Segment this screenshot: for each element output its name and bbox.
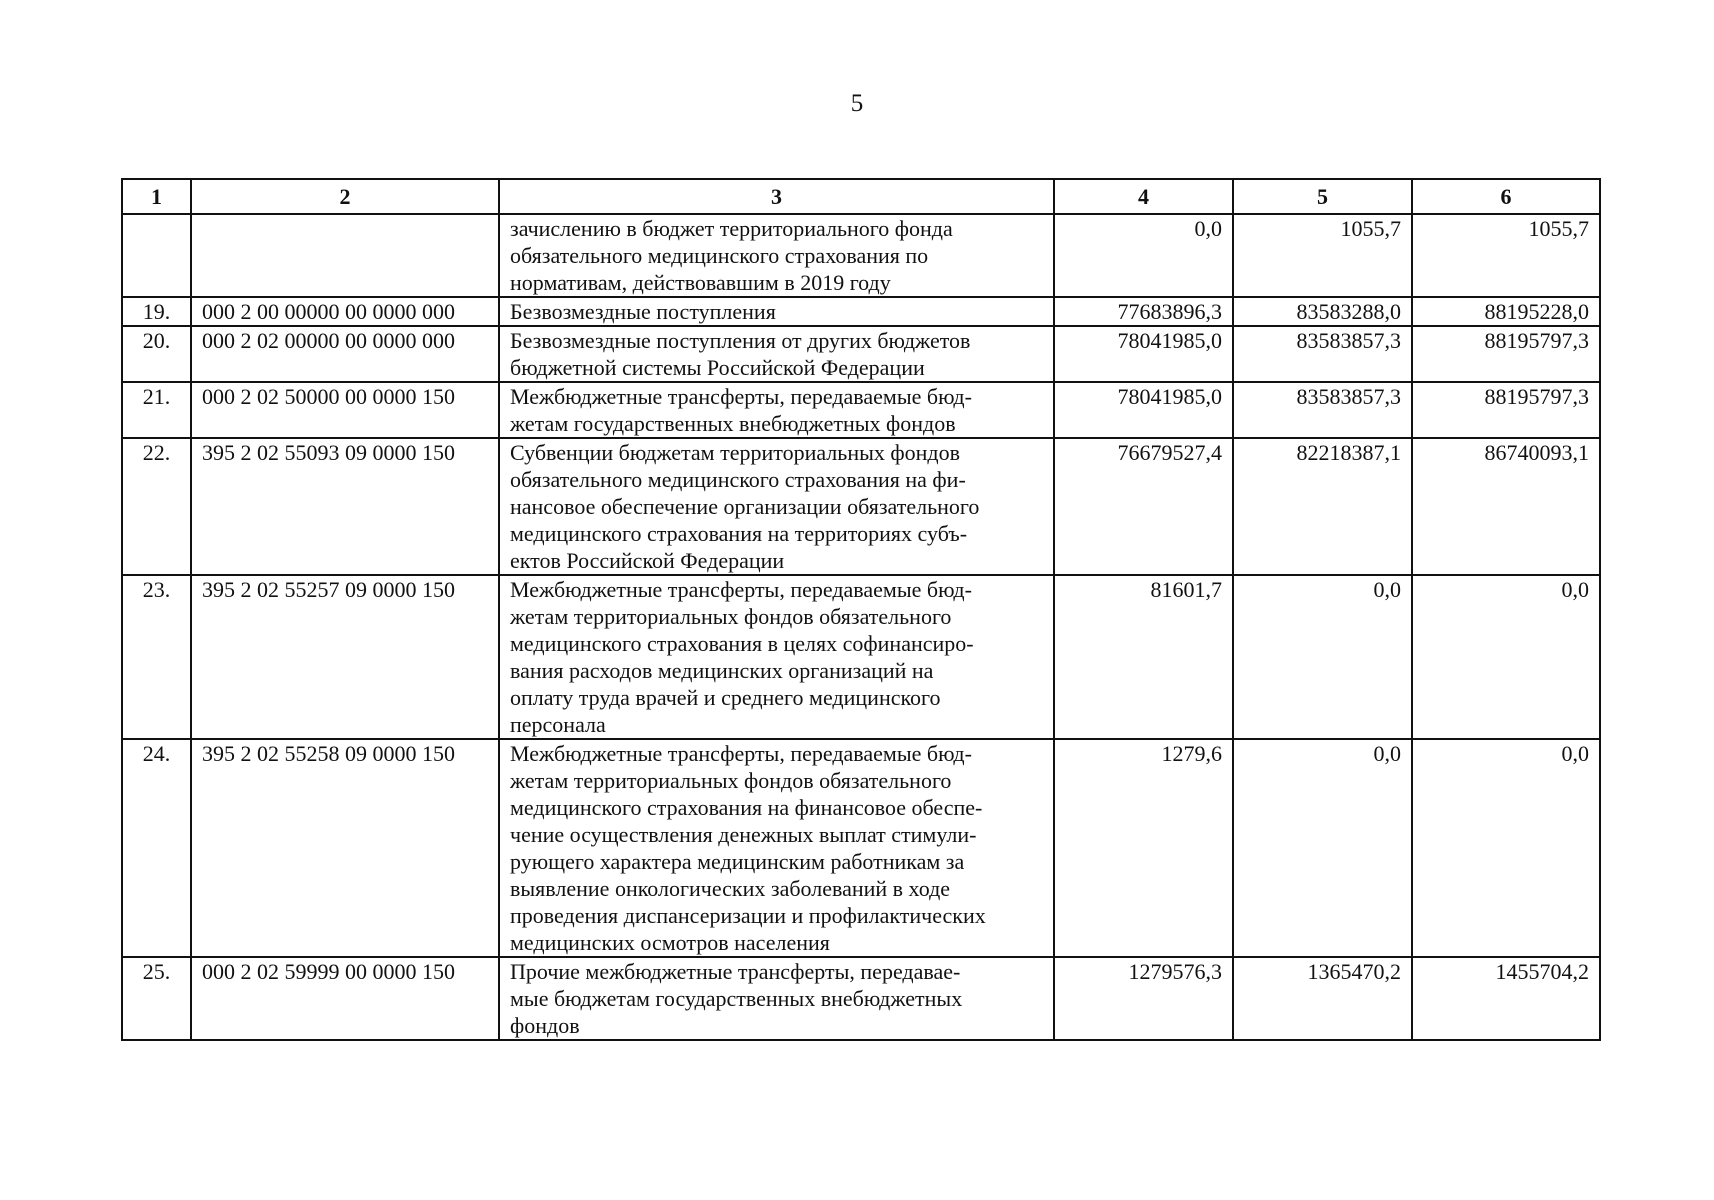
description-line: мые бюджетам государственных внебюджетных xyxy=(510,986,963,1011)
row-index-cell xyxy=(122,214,191,297)
description-line: медицинского страхования на территориях субъ- xyxy=(510,521,968,546)
table-row xyxy=(122,438,1600,575)
column-header-1: 1 xyxy=(122,179,191,214)
description-line: персонала xyxy=(510,712,606,737)
description-line: медицинского страхования на финансовое обеспе- xyxy=(510,795,983,820)
budget-code-cell: 000 2 02 00000 00 0000 000 xyxy=(191,326,499,382)
description-cell xyxy=(499,382,1054,438)
description-line: проведения диспансеризации и профилактических xyxy=(510,903,986,928)
description-cell xyxy=(499,957,1054,1040)
column-header-3: 3 xyxy=(499,179,1054,214)
value-col-4-cell: 0,0 xyxy=(1054,214,1233,297)
value-col-6-cell: 88195228,0 xyxy=(1412,297,1600,326)
description-line: вания расходов медицинских организаций на xyxy=(510,658,934,683)
description-line: рующего характера медицинским работникам за xyxy=(510,849,965,874)
description-line: медицинских осмотров населения xyxy=(510,930,830,955)
description-line: Безвозмездные поступления xyxy=(510,299,776,324)
table-row xyxy=(122,957,1600,1040)
row-index-cell: 24. xyxy=(122,739,191,957)
value-col-4-cell: 77683896,3 xyxy=(1054,297,1233,326)
description-line: Прочие межбюджетные трансферты, передавае- xyxy=(510,959,961,984)
row-index-cell: 23. xyxy=(122,575,191,739)
value-col-6-cell: 88195797,3 xyxy=(1412,382,1600,438)
column-header-6: 6 xyxy=(1412,179,1600,214)
description-line: оплату труда врачей и среднего медицинского xyxy=(510,685,941,710)
description-line: нормативам, действовавшим в 2019 году xyxy=(510,270,891,295)
description-cell xyxy=(499,575,1054,739)
table-body xyxy=(122,214,1600,1040)
description-cell xyxy=(499,214,1054,297)
budget-code-cell: 395 2 02 55258 09 0000 150 xyxy=(191,739,499,957)
value-col-4-cell: 78041985,0 xyxy=(1054,326,1233,382)
budget-table xyxy=(121,178,1601,1041)
budget-code-cell xyxy=(191,214,499,297)
description-line: нансовое обеспечение организации обязательного xyxy=(510,494,980,519)
value-col-5-cell: 83583288,0 xyxy=(1233,297,1412,326)
column-header-2: 2 xyxy=(191,179,499,214)
budget-code-cell: 000 2 00 00000 00 0000 000 xyxy=(191,297,499,326)
table-row xyxy=(122,575,1600,739)
description-cell xyxy=(499,326,1054,382)
value-col-6-cell: 88195797,3 xyxy=(1412,326,1600,382)
budget-code-cell: 000 2 02 59999 00 0000 150 xyxy=(191,957,499,1040)
value-col-5-cell: 1365470,2 xyxy=(1233,957,1412,1040)
value-col-6-cell: 0,0 xyxy=(1412,739,1600,957)
value-col-5-cell: 83583857,3 xyxy=(1233,326,1412,382)
description-line: Межбюджетные трансферты, передаваемые бюд- xyxy=(510,741,972,766)
value-col-5-cell: 0,0 xyxy=(1233,739,1412,957)
description-line: обязательного медицинского страхования на фи- xyxy=(510,467,966,492)
value-col-6-cell: 0,0 xyxy=(1412,575,1600,739)
value-col-4-cell: 1279,6 xyxy=(1054,739,1233,957)
value-col-4-cell: 81601,7 xyxy=(1054,575,1233,739)
row-index-cell: 19. xyxy=(122,297,191,326)
description-line: выявление онкологических заболеваний в ходе xyxy=(510,876,951,901)
table-row xyxy=(122,326,1600,382)
value-col-5-cell: 0,0 xyxy=(1233,575,1412,739)
value-col-5-cell: 1055,7 xyxy=(1233,214,1412,297)
row-index-cell: 21. xyxy=(122,382,191,438)
value-col-5-cell: 83583857,3 xyxy=(1233,382,1412,438)
table-row xyxy=(122,382,1600,438)
value-col-4-cell: 76679527,4 xyxy=(1054,438,1233,575)
description-line: жетам государственных внебюджетных фондов xyxy=(510,411,956,436)
description-line: Субвенции бюджетам территориальных фондов xyxy=(510,440,960,465)
table-row xyxy=(122,214,1600,297)
description-line: зачислению в бюджет территориального фонда xyxy=(510,216,953,241)
value-col-4-cell: 1279576,3 xyxy=(1054,957,1233,1040)
column-header-5: 5 xyxy=(1233,179,1412,214)
description-line: Межбюджетные трансферты, передаваемые бюд- xyxy=(510,577,972,602)
value-col-5-cell: 82218387,1 xyxy=(1233,438,1412,575)
value-col-4-cell: 78041985,0 xyxy=(1054,382,1233,438)
description-line: жетам территориальных фондов обязательного xyxy=(510,768,952,793)
description-line: ектов Российской Федерации xyxy=(510,548,785,573)
description-line: жетам территориальных фондов обязательного xyxy=(510,604,952,629)
row-index-cell: 25. xyxy=(122,957,191,1040)
row-index-cell: 22. xyxy=(122,438,191,575)
description-cell xyxy=(499,438,1054,575)
description-line: бюджетной системы Российской Федерации xyxy=(510,355,925,380)
description-line: медицинского страхования в целях софинансиро- xyxy=(510,631,974,656)
description-cell xyxy=(499,739,1054,957)
budget-code-cell: 000 2 02 50000 00 0000 150 xyxy=(191,382,499,438)
description-line: Межбюджетные трансферты, передаваемые бюд- xyxy=(510,384,972,409)
table-row xyxy=(122,297,1600,326)
description-line: фондов xyxy=(510,1013,580,1038)
column-header-4: 4 xyxy=(1054,179,1233,214)
table-header-row xyxy=(122,179,1600,214)
description-line: чение осуществления денежных выплат стимули- xyxy=(510,822,977,847)
description-cell xyxy=(499,297,1054,326)
budget-code-cell: 395 2 02 55093 09 0000 150 xyxy=(191,438,499,575)
description-line: обязательного медицинского страхования по xyxy=(510,243,929,268)
row-index-cell: 20. xyxy=(122,326,191,382)
value-col-6-cell: 86740093,1 xyxy=(1412,438,1600,575)
budget-code-cell: 395 2 02 55257 09 0000 150 xyxy=(191,575,499,739)
table-row xyxy=(122,739,1600,957)
description-line: Безвозмездные поступления от других бюджетов xyxy=(510,328,971,353)
value-col-6-cell: 1455704,2 xyxy=(1412,957,1600,1040)
value-col-6-cell: 1055,7 xyxy=(1412,214,1600,297)
page-number: 5 xyxy=(850,90,864,117)
